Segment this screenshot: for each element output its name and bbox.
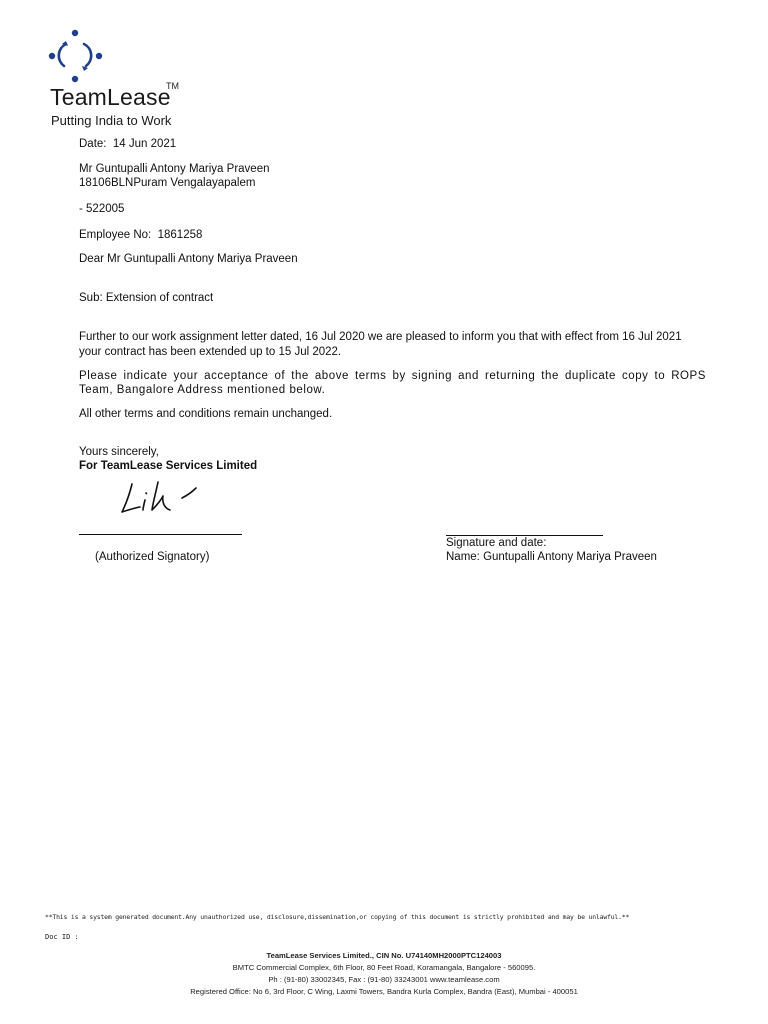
terms-line: All other terms and conditions remain unchanged. <box>79 408 333 420</box>
acceptance-paragraph: Please indicate your acceptance of the above terms by signing and returning the duplicate copy to ROPS Team, Bangalore Address mentioned below. <box>79 370 706 396</box>
handwritten-signature-icon <box>118 478 204 522</box>
brand-tagline: Putting India to Work <box>51 113 172 128</box>
subject-line: Sub: Extension of contract <box>79 292 214 304</box>
company-signoff: For TeamLease Services Limited <box>79 460 258 472</box>
footer-registered-office: Registered Office: No 6, 3rd Floor, C Wing, Laxmi Towers, Bandra Kurla Complex, Bandra (East), Mumbai - 400051 <box>190 987 578 996</box>
footer-contact-line: Ph : (91-80) 33002345, Fax : (91-80) 33243001 www.teamlease.com <box>268 975 500 984</box>
footer-disclaimer: **This is a system generated document.Any unauthorized use, disclosure,dissemination,or copying of this document is strictly prohibited and may be unlawful.** <box>45 913 630 921</box>
footer-company-line: TeamLease Services Limited., CIN No. U74140MH2000PTC124003 <box>266 951 502 960</box>
body-line-2: your contract has been extended up to 15 Jul 2022. <box>79 346 342 358</box>
doc-id-label: Doc ID : <box>45 933 79 941</box>
employee-signature-label: Signature and date: <box>446 537 547 549</box>
employee-label: Employee No: <box>79 229 152 241</box>
recipient-name: Mr Guntupalli Antony Mariya Praveen <box>79 163 270 175</box>
closing: Yours sincerely, <box>79 446 159 458</box>
brand-name: TeamLease <box>50 84 171 110</box>
employee-name-line: Name: Guntupalli Antony Mariya Praveen <box>446 551 657 563</box>
salutation: Dear Mr Guntupalli Antony Mariya Praveen <box>79 253 298 265</box>
employee-number-line <box>79 228 202 242</box>
employee-number: 1861258 <box>157 229 203 241</box>
trademark-mark: TM <box>166 81 179 91</box>
recipient-address: 18106BLNPuram Vengalayapalem <box>79 177 256 189</box>
authorized-signatory-label: (Authorized Signatory) <box>95 551 210 563</box>
recipient-pincode: - 522005 <box>79 203 125 215</box>
date-value: 14 Jun 2021 <box>112 138 177 150</box>
date-label: Date: <box>79 138 107 150</box>
date-line <box>79 137 176 151</box>
body-line-1: Further to our work assignment letter dated, 16 Jul 2020 we are pleased to inform you that with effect from 16 Jul 2021 <box>79 331 682 343</box>
footer-address-line: BMTC Commercial Complex, 6th Floor, 80 Feet Road, Koramangala, Bangalore - 560095. <box>232 963 536 972</box>
authorized-signature-line <box>79 534 242 535</box>
